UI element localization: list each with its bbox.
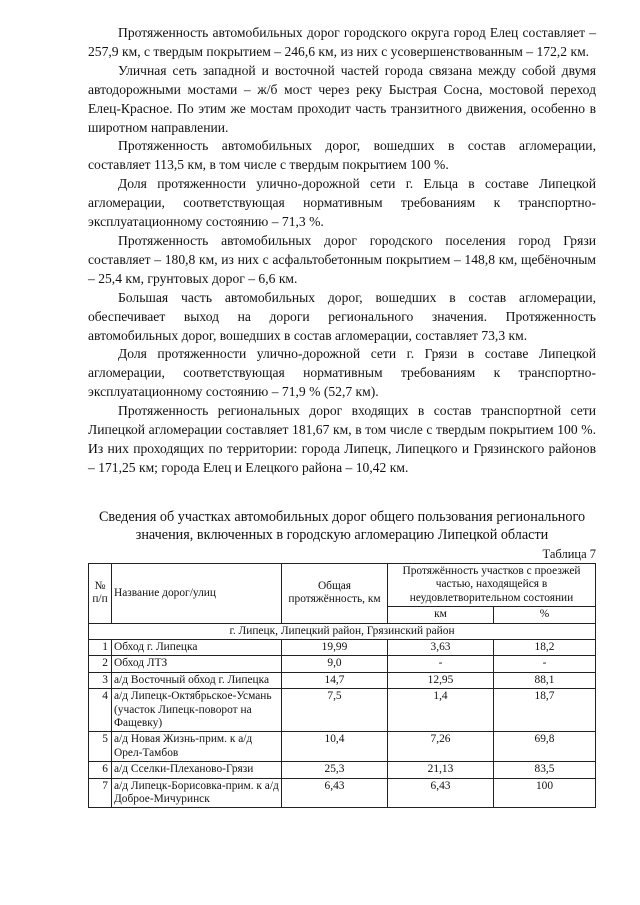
cell-name: Обход г. Липецка <box>112 639 282 655</box>
table-row <box>89 778 596 808</box>
cell-num: 5 <box>89 732 112 762</box>
cell-km: 21,13 <box>388 762 494 778</box>
cell-total: 14,7 <box>282 672 388 688</box>
cell-name: а/д Новая Жизнь-прим. к а/д Орел-Тамбов <box>112 732 282 762</box>
paragraph: Доля протяженности улично-дорожной сети г. Ельца в составе Липецкой агломерации, соответствующая нормативным требованиям к транспортно-эксплуатационному состоянию – 71,3 %. <box>88 176 596 230</box>
cell-name: а/д Восточный обход г. Липецка <box>112 672 282 688</box>
cell-pct: 18,2 <box>494 639 596 655</box>
table-row <box>89 762 596 778</box>
paragraph: Протяженность автомобильных дорог, вошедших в состав агломерации, составляет 113,5 км, в том числе с твердым покрытием 100 %. <box>88 138 596 173</box>
table-row <box>89 639 596 655</box>
table-row <box>89 672 596 688</box>
cell-pct: 100 <box>494 778 596 808</box>
paragraph: Протяженность региональных дорог входящих в состав транспортной сети Липецкой агломерации составляет 181,67 км, в том числе с твердым покрытием 100 %. Из них проходящих по территории: города Липецк, Липецкого и Грязинского районов – 171,25 км; города Елец и Елецкого района – 10,42 км. <box>88 403 596 475</box>
body-text <box>88 24 596 478</box>
cell-num: 4 <box>89 689 112 732</box>
cell-num: 2 <box>89 656 112 672</box>
roads-table <box>88 563 596 809</box>
cell-km: - <box>388 656 494 672</box>
cell-total: 25,3 <box>282 762 388 778</box>
cell-num: 6 <box>89 762 112 778</box>
group-label: г. Липецк, Липецкий район, Грязинский район <box>89 623 596 639</box>
cell-name: а/д Липецк-Борисовка-прим. к а/д Доброе-Мичуринск <box>112 778 282 808</box>
cell-km: 7,26 <box>388 732 494 762</box>
cell-name: Обход ЛТЗ <box>112 656 282 672</box>
cell-total: 9,0 <box>282 656 388 672</box>
cell-num: 1 <box>89 639 112 655</box>
cell-name: а/д Липецк-Октябрьское-Усмань (участок Липецк-поворот на Фащевку) <box>112 689 282 732</box>
table-caption: Сведения об участках автомобильных дорог общего пользования регионального значения, включенных в городскую агломерацию Липецкой области <box>98 508 586 544</box>
cell-pct: - <box>494 656 596 672</box>
cell-total: 6,43 <box>282 778 388 808</box>
cell-num: 7 <box>89 778 112 808</box>
cell-pct: 69,8 <box>494 732 596 762</box>
cell-name: а/д Сселки-Плеханово-Грязи <box>112 762 282 778</box>
paragraph: Протяженность автомобильных дорог городского округа город Елец составляет – 257,9 км, с твердым покрытием – 246,6 км, из них с усовершенствованным – 172,2 км. <box>88 25 596 59</box>
table-row <box>89 656 596 672</box>
header-num: № п/п <box>89 563 112 623</box>
document-page <box>88 24 596 808</box>
table-row <box>89 689 596 732</box>
cell-total: 10,4 <box>282 732 388 762</box>
cell-num: 3 <box>89 672 112 688</box>
cell-total: 7,5 <box>282 689 388 732</box>
paragraph: Большая часть автомобильных дорог, вошедших в состав агломерации, обеспечивает выход на дороги регионального значения. Протяженность автомобильных дорог, вошедших в состав агломерации, составляет 73,3 км. <box>88 289 596 343</box>
header-name: Название дорог/улиц <box>112 563 282 623</box>
cell-km: 12,95 <box>388 672 494 688</box>
cell-km: 6,43 <box>388 778 494 808</box>
cell-pct: 83,5 <box>494 762 596 778</box>
table-row <box>89 732 596 762</box>
cell-total: 19,99 <box>282 639 388 655</box>
group-row <box>89 623 596 639</box>
header-total: Общая протяжённость, км <box>282 563 388 623</box>
header-pct: % <box>494 607 596 623</box>
cell-km: 3,63 <box>388 639 494 655</box>
table-number: Таблица 7 <box>542 546 596 561</box>
paragraph: Уличная сеть западной и восточной частей города связана между собой двумя автодорожными мостами – ж/б мост через реку Быстрая Сосна, мостовой переход Елец-Красное. По этим же мостам проходит часть транзитного движения, особенно в широтном направлении. <box>88 62 596 135</box>
paragraph: Протяженность автомобильных дорог городского поселения город Грязи составляет – 180,8 км, из них с асфальтобетонным покрытием – 148,8 км, щебёночным – 25,4 км, грунтовых дорог – 6,6 км. <box>88 232 596 286</box>
cell-pct: 18,7 <box>494 689 596 732</box>
cell-pct: 88,1 <box>494 672 596 688</box>
header-bad-sections: Протяжённость участков с проезжей частью, находящейся в неудовлетворительном состоянии <box>388 563 596 606</box>
cell-km: 1,4 <box>388 689 494 732</box>
header-km: км <box>388 607 494 623</box>
paragraph: Доля протяженности улично-дорожной сети г. Грязи в составе Липецкой агломерации, соответствующая нормативным требованиям к транспортно-эксплуатационному состоянию – 71,9 % (52,7 км). <box>88 346 596 400</box>
